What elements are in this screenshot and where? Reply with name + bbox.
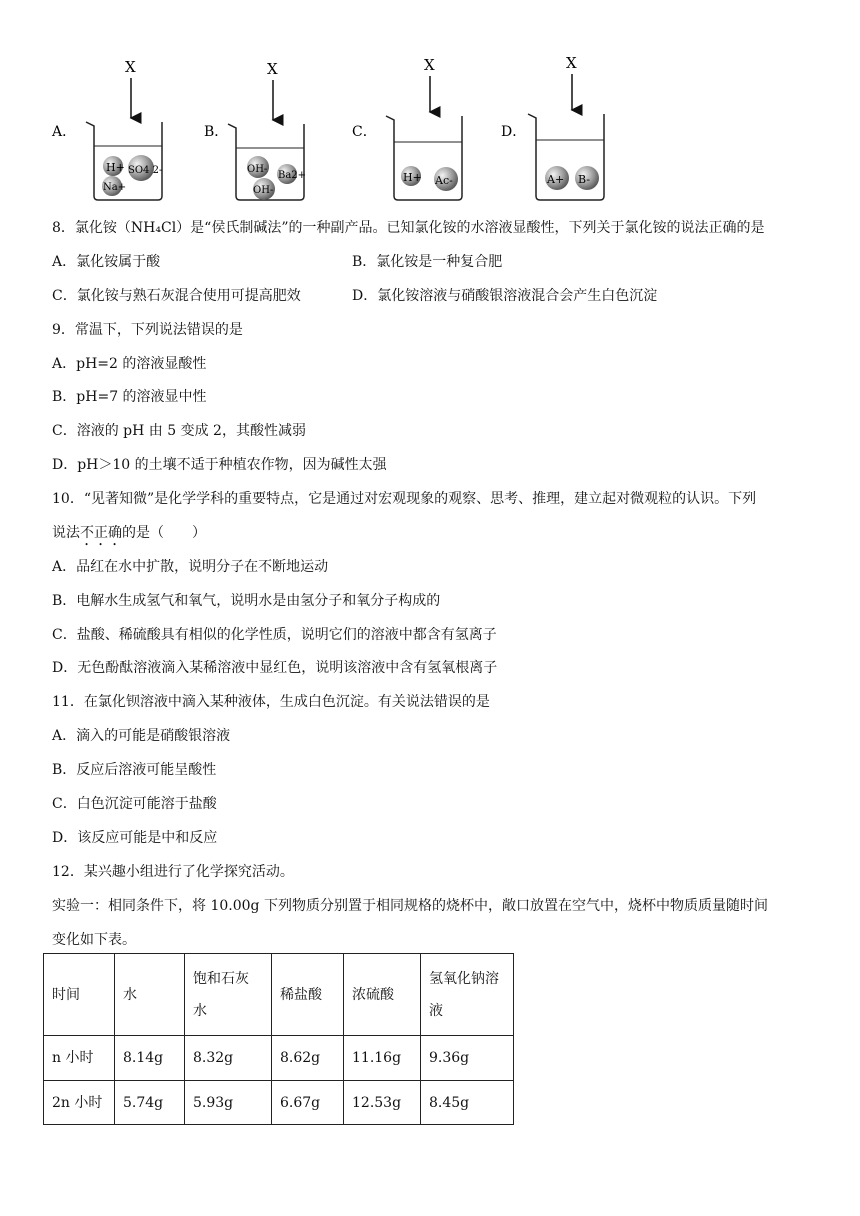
table-header-cell: 稀盐酸	[272, 954, 344, 1036]
ion-label: OH-	[247, 164, 268, 175]
option-label-a: A．	[52, 124, 77, 140]
beaker-option-b	[204, 60, 306, 200]
table-cell: n 小时	[44, 1036, 115, 1081]
question-9-option-a[interactable]: A．pH=2 的溶液显酸性	[52, 356, 207, 372]
question-11-option-d[interactable]: D．该反应可能是中和反应	[52, 830, 218, 846]
reagent-x-label: X	[424, 56, 435, 74]
question-9-option-b[interactable]: B．pH=7 的溶液显中性	[52, 389, 207, 405]
table-cell: 8.32g	[185, 1036, 272, 1081]
table-header-cell: 时间	[44, 954, 115, 1036]
beaker-options	[0, 50, 860, 210]
question-11-option-c[interactable]: C．白色沉淀可能溶于盐酸	[52, 796, 217, 812]
question-9-stem: 9．常温下，下列说法错误的是	[52, 322, 243, 338]
question-8-stem: 8．氯化铵（NH₄Cl）是“侯氏制碱法”的一种副产品。已知氯化铵的水溶液显酸性，下列关于氯化铵的说法正确的是	[52, 220, 765, 236]
table-row	[44, 1036, 514, 1081]
beaker-option-d	[501, 54, 604, 200]
experiment-1-text: 实验一：相同条件下，将 10.00g 下列物质分别置于相同规格的烧杯中，敞口放置在空气中，烧杯中物质质量随时间	[52, 898, 768, 914]
question-10-option-d[interactable]: D．无色酚酞溶液滴入某稀溶液中显红色，说明该溶液中含有氢氧根离子	[52, 660, 498, 676]
table-cell: 5.93g	[185, 1081, 272, 1125]
reagent-x-label: X	[267, 60, 278, 78]
ion-label: Ba2+	[278, 170, 307, 181]
question-11-stem: 11．在氯化钡溶液中滴入某种液体，生成白色沉淀。有关说法错误的是	[52, 694, 490, 710]
table-cell: 12.53g	[344, 1081, 421, 1125]
beaker-diagrams	[0, 50, 860, 210]
experiment-1-text-cont: 变化如下表。	[52, 932, 136, 948]
table-header-cell: 水	[115, 954, 185, 1036]
table-header-cell: 饱和石灰 水	[185, 954, 272, 1036]
ion-label: Ac-	[435, 174, 453, 187]
table-cell: 11.16g	[344, 1036, 421, 1081]
table-header-cell: 氢氧化钠溶 液	[421, 954, 514, 1036]
table-cell: 8.45g	[421, 1081, 514, 1125]
table-header-cell: 浓硫酸	[344, 954, 421, 1036]
stem-text: 的是（ ）	[122, 525, 206, 541]
mass-change-table	[43, 953, 514, 1125]
option-label-b: B．	[204, 124, 229, 140]
table-row	[44, 1081, 514, 1125]
table-header-row	[44, 954, 514, 1036]
table-cell: 5.74g	[115, 1081, 185, 1125]
ion-label: OH-	[253, 185, 274, 196]
ion-label: A+	[547, 173, 565, 186]
question-8-option-d[interactable]: D．氯化铵溶液与硝酸银溶液混合会产生白色沉淀	[352, 288, 658, 304]
question-8-option-c[interactable]: C．氯化铵与熟石灰混合使用可提高肥效	[52, 288, 301, 304]
question-11-option-b[interactable]: B．反应后溶液可能呈酸性	[52, 762, 217, 778]
question-10-option-a[interactable]: A．品红在水中扩散，说明分子在不断地运动	[52, 559, 329, 575]
question-10-stem: 10．“见著知微”是化学学科的重要特点，它是通过对宏观现象的观察、思考、推理，建立起对微观粒的认识。下列	[52, 491, 757, 507]
option-label-c: C．	[352, 124, 377, 140]
question-10-option-c[interactable]: C．盐酸、稀硫酸具有相似的化学性质，说明它们的溶液中都含有氢离子	[52, 627, 497, 643]
question-10-option-b[interactable]: B．电解水生成氢气和氧气，说明水是由氢分子和氧分子构成的	[52, 593, 441, 609]
beaker-option-a	[51, 58, 162, 200]
ion-label: H+	[403, 171, 422, 184]
table-cell: 9.36g	[421, 1036, 514, 1081]
table-cell: 8.62g	[272, 1036, 344, 1081]
ion-label: SO4 2-	[128, 165, 163, 176]
beaker-option-c	[352, 56, 462, 200]
ion-label: Na+	[103, 182, 127, 193]
option-label-d: D．	[501, 124, 527, 140]
question-8-option-a[interactable]: A．氯化铵属于酸	[52, 254, 161, 270]
reagent-x-label: X	[125, 58, 136, 76]
ion-label: B-	[578, 173, 591, 186]
table-cell: 8.14g	[115, 1036, 185, 1081]
stem-text: 说法	[52, 525, 80, 541]
ion-label: H+	[106, 161, 125, 174]
question-10-stem-cont	[52, 523, 206, 549]
question-11-option-a[interactable]: A．滴入的可能是硝酸银溶液	[52, 728, 231, 744]
question-9-option-d[interactable]: D．pH＞10 的土壤不适于种植农作物，因为碱性太强	[52, 457, 387, 473]
emphasized-not-correct: 不正确	[80, 525, 122, 541]
table-cell: 6.67g	[272, 1081, 344, 1125]
question-9-option-c[interactable]: C．溶液的 pH 由 5 变成 2，其酸性减弱	[52, 423, 306, 439]
question-8-option-b[interactable]: B．氯化铵是一种复合肥	[352, 254, 503, 270]
question-12-stem: 12．某兴趣小组进行了化学探究活动。	[52, 864, 294, 880]
reagent-x-label: X	[566, 54, 577, 72]
table-cell: 2n 小时	[44, 1081, 115, 1125]
